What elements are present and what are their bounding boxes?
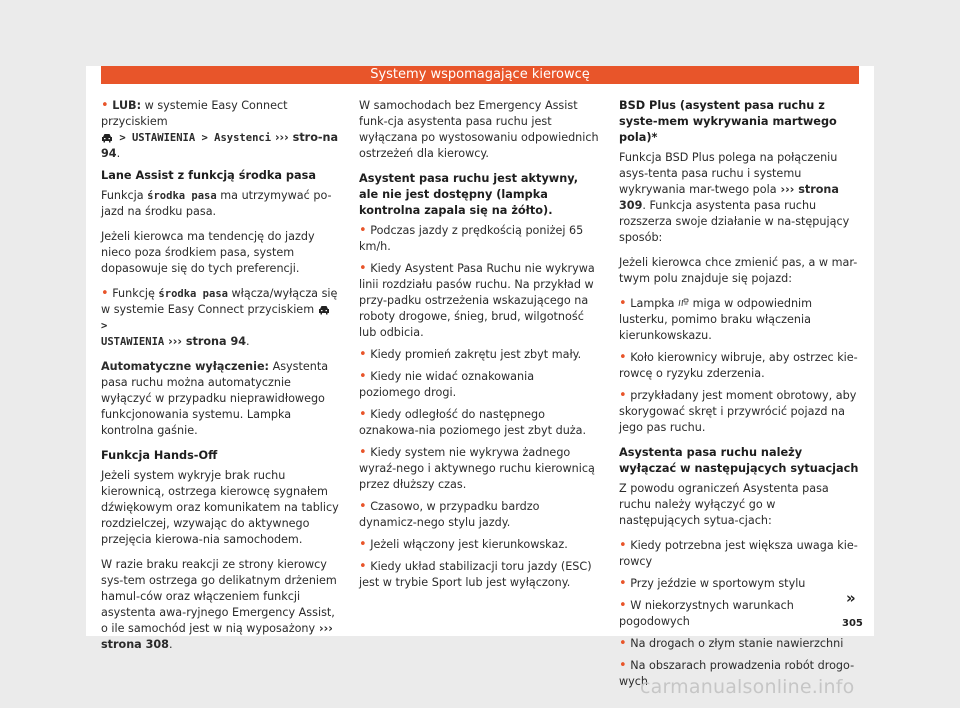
list-item: • Kiedy odległość do następnego oznakowa-nia poziomego jest zbyt duża. <box>359 407 587 437</box>
page-reference[interactable]: ››› strona 94 <box>164 335 247 348</box>
car-menu-icon <box>318 305 330 315</box>
bullet-icon: • <box>619 296 627 311</box>
list-item: • Na obszarach prowadzenia robót drogo-wych <box>619 658 855 688</box>
list-item: • przykładany jest moment obrotowy, aby skorygować skręt i przywrócić pojazd na jego pas ruchu. <box>619 388 857 434</box>
paragraph-preferences: Jeżeli kierowca ma tendencję do jazdy nieco poza środkiem pasa, system dopasowuje się do tych preferencji. <box>101 230 315 275</box>
bullet-icon: • <box>619 388 627 403</box>
lub-label: LUB: <box>112 99 142 112</box>
bullet-icon: • <box>359 537 367 552</box>
bullet-icon: • <box>359 499 367 514</box>
bullet-icon: • <box>619 658 627 673</box>
list-item: • Przy jeździe w sportowym stylu <box>619 576 806 591</box>
paragraph-limitations: Z powodu ograniczeń Asystenta pasa ruchu należy wyłączyć go w następujących sytua-cjach: <box>619 482 829 527</box>
heading-lane-assist: Lane Assist z funkcją środka pasa <box>101 169 316 182</box>
bullet-icon: • <box>359 347 367 362</box>
list-item: • Koło kierownicy wibruje, aby ostrzec kie-rowcę o ryzyku zderzenia. <box>619 350 858 380</box>
bullet-icon: • <box>619 350 627 365</box>
paragraph-auto-off: Automatyczne wyłączenie: Asystenta pasa ruchu można automatycznie wyłączyć w przypadku nieprawidłowego funkcjonowania systemu. Lampka kontrolna gaśnie. <box>101 360 329 437</box>
list-item: • Kiedy potrzebna jest większa uwaga kie-rowcy <box>619 538 858 568</box>
list-item: • Lampka miga w odpowiednim lusterku, pomimo braku włączenia kierunkowskazu. <box>619 296 813 342</box>
bullet-icon: • <box>619 576 627 591</box>
bullet-icon: • <box>359 559 367 574</box>
list-item: • W niekorzystnych warunkach pogodowych <box>619 598 794 628</box>
column-left <box>101 98 341 662</box>
paragraph-center-lane: Funkcja środka pasa ma utrzymywać po-jazd na środku pasa. <box>101 189 332 218</box>
column-middle <box>359 98 599 597</box>
list-item: • Na drogach o złym stanie nawierzchni <box>619 636 844 651</box>
bullet-icon: • <box>619 598 627 613</box>
heading-when-to-disable: Asystenta pasa ruchu należy wyłączać w następujących sytuacjach <box>619 446 859 475</box>
heading-hands-off: Funkcja Hands-Off <box>101 449 218 462</box>
column-right <box>619 98 859 696</box>
list-item: • Kiedy układ stabilizacji toru jazdy (ESC) jest w trybie Sport lub jest wyłączony. <box>359 559 592 589</box>
car-menu-icon <box>101 133 113 143</box>
list-item: • Kiedy system nie wykrywa żadnego wyraź-nego i aktywnego ruchu kierownicą przez dłuższy czas. <box>359 445 595 491</box>
bullet-icon: • <box>619 538 627 553</box>
list-item: • Podczas jazdy z prędkością poniżej 65 km/h. <box>359 223 584 253</box>
heading-bsd-plus: BSD Plus (asystent pasa ruchu z syste-mem wykrywania martwego pola)* <box>619 99 837 144</box>
bullet-icon: • <box>359 445 367 460</box>
bullet-icon: • <box>101 286 109 301</box>
bullet-icon: • <box>619 636 627 651</box>
page-reference[interactable]: ››› strona 308 <box>101 622 333 651</box>
paragraph-hands-off: Jeżeli system wykryje brak ruchu kierownicą, ostrzega kierowcę sygnałem dźwiękowym oraz komunikatem na tablicy rozdzielczej, wzywając do aktywnego przejęcia kierowa-nia samochodem. <box>101 469 339 546</box>
paragraph-lane-change: Jeżeli kierowca chce zmienić pas, a w mar-twym polu znajduje się pojazd: <box>619 256 858 285</box>
bullet-icon: • <box>359 261 367 276</box>
bullet-icon: • <box>359 407 367 422</box>
paragraph-bsd: Funkcja BSD Plus polega na połączeniu asys-tenta pasa ruchu i systemu wykrywania mar-twego pola ››› strona 309. Funkcja asystenta pasa ruchu rozszerza swoje działanie w na-stępujący sposób: <box>619 151 850 244</box>
blind-spot-lamp-icon <box>678 298 689 307</box>
bullet-icon: • <box>101 98 109 113</box>
paragraph-toggle: • Funkcję środka pasa włącza/wyłącza się w systemie Easy Connect przyciskiem > USTAWIENIA ››› strona 94. <box>101 286 338 348</box>
page-reference[interactable]: ››› strona 309 <box>619 183 839 212</box>
list-item: • Kiedy promień zakrętu jest zbyt mały. <box>359 347 582 362</box>
list-item: • Jeżeli włączony jest kierunkowskaz. <box>359 537 568 552</box>
page-header: Systemy wspomagające kierowcę <box>101 66 859 84</box>
menu-path: > USTAWIENIA > Asystenci <box>113 132 272 144</box>
heading-active-not-available: Asystent pasa ruchu jest aktywny, ale nie jest dostępny (lampka kontrolna zapala się na żółto). <box>359 172 579 217</box>
list-item: • Czasowo, w przypadku bardzo dynamicz-nego stylu jazdy. <box>359 499 540 529</box>
bullet-icon: • <box>359 369 367 384</box>
page-number: 305 <box>842 618 863 629</box>
paragraph-emergency: W razie braku reakcji ze strony kierowcy sys-tem ostrzega go delikatnym drżeniem hamul-ców oraz włączeniem funkcji asystenta awa-ryjnego Emergency Assist, o ile samochód jest w nią wyposażony ››› strona 308. <box>101 558 337 651</box>
continue-icon: » <box>846 589 856 607</box>
page-reference[interactable]: ››› stro-na 94 <box>101 131 339 160</box>
paragraph-no-emergency: W samochodach bez Emergency Assist funk-cja asystenta pasa ruchu jest wyłączana po wystosowaniu odpowiednich ostrzeżeń dla kierowcy. <box>359 99 599 160</box>
list-item: • Kiedy nie widać oznakowania poziomego drogi. <box>359 369 535 399</box>
bullet-icon: • <box>359 223 367 238</box>
watermark: carmanualsonline.info <box>640 676 855 698</box>
list-item: • Kiedy Asystent Pasa Ruchu nie wykrywa linii rozdziału pasów ruchu. Na przykład w przy-padku ostrzeżenia wskazującego na roboty drogowe, śnieg, brud, wilgotność lub odbicia. <box>359 261 595 339</box>
paragraph-lub: • LUB: w systemie Easy Connect przyciskiem > USTAWIENIA > Asystenci ››› stro-na 94. <box>101 98 339 160</box>
